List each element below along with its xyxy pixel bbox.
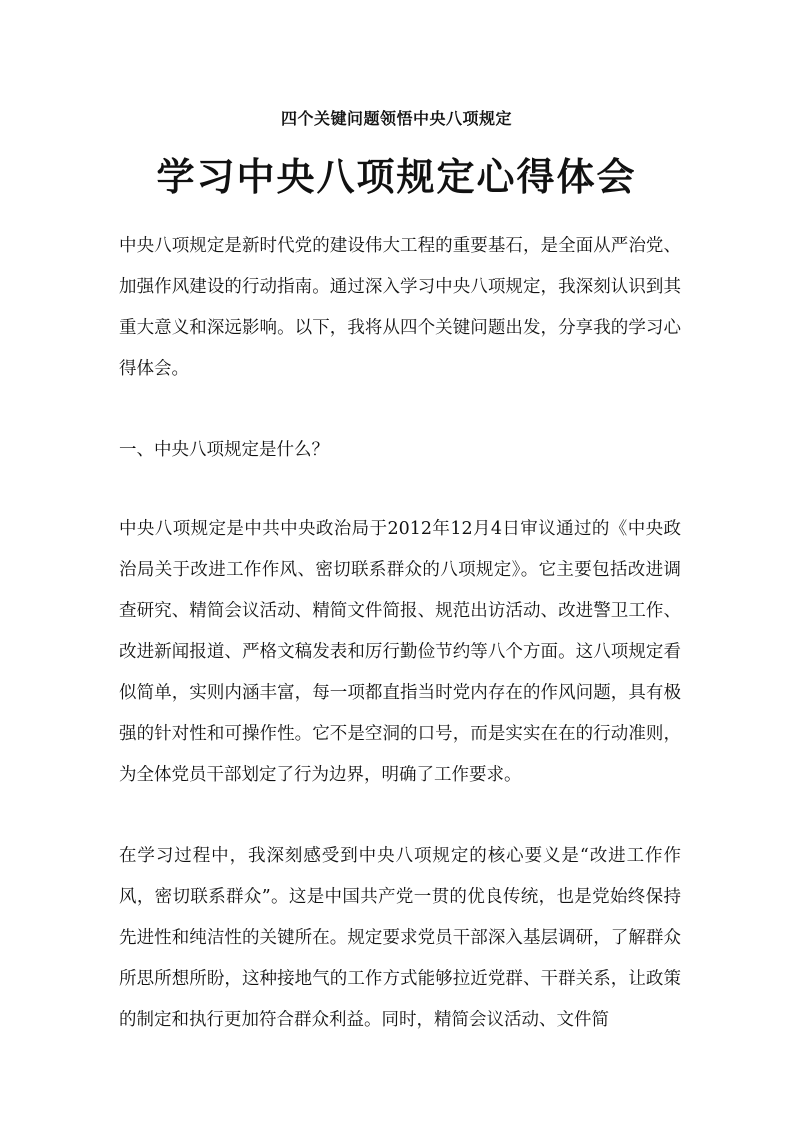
paragraph-core-meaning: 在学习过程中，我深刻感受到中央八项规定的核心要义是“改进工作作风，密切联系群众”。这是中国共产党一贯的优良传统，也是党始终保持先进性和纯洁性的关键所在。规定要求党员干部深入基层调研，了解群众所思所想所盼，这种接地气的工作方式能够拉近党群、干群关系，让政策的制定和执行更加符合群众利益。同时，精简会议活动、文件简 [119,846,681,1030]
paragraph-intro: 中央八项规定是新时代党的建设伟大工程的重要基石，是全面从严治党、加强作风建设的行动指南。通过深入学习中央八项规定，我深刻认识到其重大意义和深远影响。以下，我将从四个关键问题出发，分享我的学习心得体会。 [119,236,681,379]
section-heading-1: 一、中央八项规定是什么？ [119,440,329,460]
document-title: 学习中央八项规定心得体会 [156,154,637,199]
document-body [119,226,681,1081]
paragraph-definition: 中央八项规定是中共中央政治局于2012年12月4日审议通过的《中央政治局关于改进工作作风、密切联系群众的八项规定》。它主要包括改进调查研究、精简会议活动、精简文件简报、规范出访活动、改进警卫工作、改进新闻报道、严格文稿发表和厉行勤俭节约等八个方面。这八项规定看似简单，实则内涵丰富，每一项都直指当时党内存在的作风问题，具有极强的针对性和可操作性。它不是空洞的口号，而是实实在在的行动准则，为全体党员干部划定了行为边界，明确了工作要求。 [119,519,681,785]
document-subtitle: 四个关键问题领悟中央八项规定 [280,109,512,128]
